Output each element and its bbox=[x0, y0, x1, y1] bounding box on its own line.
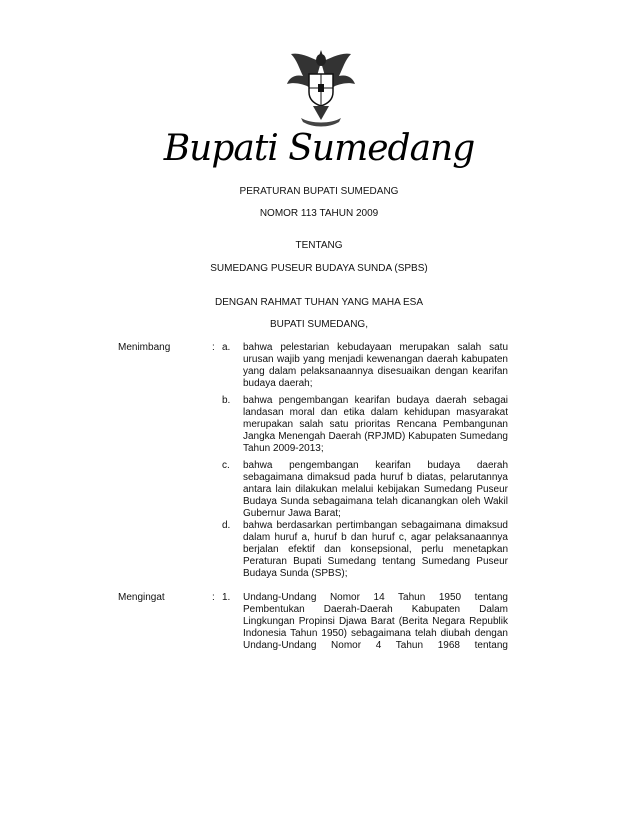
list-item-mark: 1. bbox=[222, 592, 231, 603]
list-item-mark: a. bbox=[222, 342, 231, 353]
list-item-text: bahwa pengembangan kearifan budaya daerah sebagaimana dimaksud pada huruf b diatas, pelarutannya antara lain dilakukan melalui kebijakan Sumedang Puseur Budaya Sunda sebagaimana telah dicanangkan oleh Wakil Gubernur Jawa Barat; bbox=[243, 460, 508, 519]
list-item-text: Undang-Undang Nomor 14 Tahun 1950 tentang Pembentukan Daerah-Daerah Kabupaten Dalam Lingkungan Propinsi Djawa Barat (Berita Negara Republik Indonesia Tahun 1950) sebagaimana telah diubah dengan Undang-Undang Nomor 4 Tahun 1968 tentang bbox=[243, 592, 508, 651]
list-item-mark: d. bbox=[222, 520, 231, 531]
list-item-text: bahwa berdasarkan pertimbangan sebagaimana dimaksud dalam huruf a, huruf b dan huruf c, agar pelaksanaannya berjalan efektif dan konsepsional, perlu menetapkan Peraturan Bupati Sumedang tentang Sumedang Puseur Budaya Sunda (SPBS); bbox=[243, 520, 508, 579]
list-item-text: bahwa pengembangan kearifan budaya daerah sebagai landasan moral dan etika dalam kehidupan masyarakat merupakan salah satu prioritas Rencana Pembangunan Jangka Menengah Daerah (RPJMD) Kabupaten Sumedang Tahun 2009-2013; bbox=[243, 395, 508, 454]
heading-bupati: BUPATI SUMEDANG, bbox=[270, 319, 368, 330]
menimbang-colon: : bbox=[212, 342, 215, 353]
heading-tentang: TENTANG bbox=[295, 240, 343, 251]
menimbang-label: Menimbang bbox=[118, 342, 171, 353]
mengingat-colon: : bbox=[212, 592, 215, 603]
heading-rahmat: DENGAN RAHMAT TUHAN YANG MAHA ESA bbox=[214, 297, 423, 308]
script-title: Bupati Sumedang bbox=[163, 128, 475, 169]
list-item-text: bahwa pelestarian kebudayaan merupakan salah satu urusan wajib yang menjadi kewenangan daerah kabupaten yang dalam pelaksanaannya disesuaikan dengan kearifan budaya daerah; bbox=[243, 342, 508, 389]
heading-subject: SUMEDANG PUSEUR BUDAYA SUNDA (SPBS) bbox=[210, 263, 428, 274]
heading-peraturan: PERATURAN BUPATI SUMEDANG bbox=[239, 186, 399, 197]
garuda-emblem-icon bbox=[283, 48, 359, 128]
list-item-mark: b. bbox=[222, 395, 231, 406]
page-cutoff bbox=[0, 652, 638, 826]
list-item-mark: c. bbox=[222, 460, 230, 471]
heading-nomor: NOMOR 113 TAHUN 2009 bbox=[259, 208, 379, 219]
mengingat-label: Mengingat bbox=[118, 592, 165, 603]
